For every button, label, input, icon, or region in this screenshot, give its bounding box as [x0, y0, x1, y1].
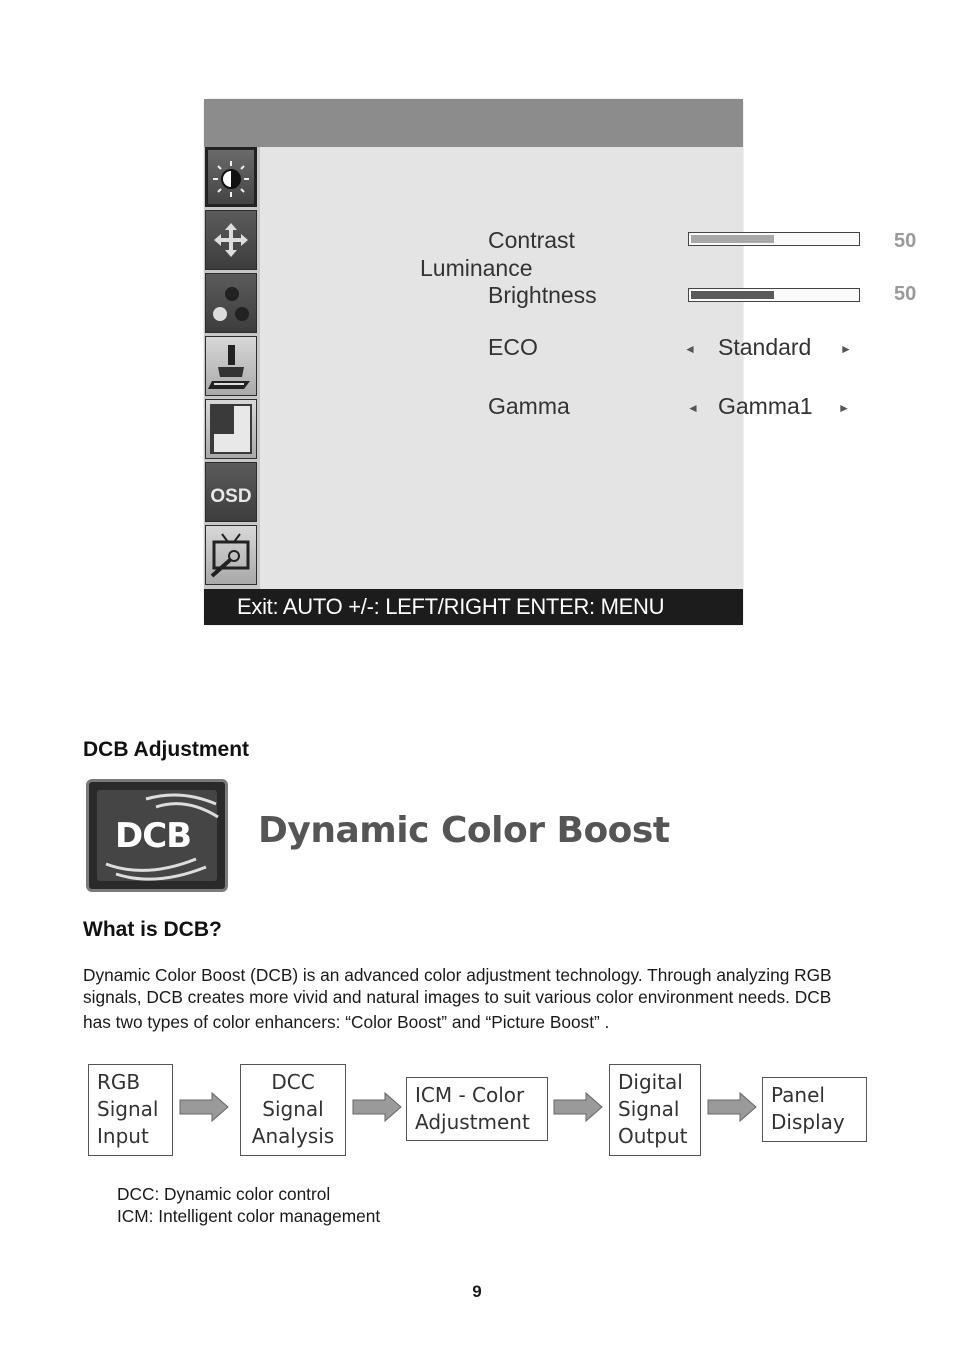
flow-box-line: Digital: [618, 1070, 683, 1094]
position-icon[interactable]: [205, 210, 257, 270]
osd-icon-text: OSD: [210, 486, 252, 507]
section-heading-dcb-adjustment: DCB Adjustment: [83, 738, 250, 761]
gamma-right-arrow-icon[interactable]: ►: [838, 401, 850, 415]
osd-text-icon[interactable]: [205, 462, 257, 522]
note-dcc: DCC: Dynamic color control: [117, 1184, 331, 1204]
brightness-slider[interactable]: [688, 288, 860, 302]
flow-box-rgb-signal-input: [88, 1064, 173, 1156]
eco-label: ECO: [488, 334, 538, 360]
flow-box-dcc-signal-analysis: [240, 1064, 346, 1156]
flow-box-line: Signal: [262, 1097, 324, 1121]
flow-box-line: Display: [771, 1110, 845, 1134]
flow-arrow-icon: [178, 1092, 230, 1122]
osd-title: Luminance: [420, 255, 533, 281]
paragraph-line: signals, DCB creates more vivid and natural images to suit various color environment needs. DCB: [83, 987, 832, 1007]
flow-box-line: Analysis: [251, 1124, 335, 1148]
flow-arrow-icon: [351, 1092, 403, 1122]
contrast-label: Contrast: [488, 227, 575, 253]
osd-footer: [204, 589, 743, 625]
flow-box-icm-color-adjustment: [406, 1077, 548, 1141]
flow-box-line: Signal: [97, 1097, 159, 1121]
flow-box-line: DCC: [271, 1070, 315, 1094]
flow-box-line: RGB: [97, 1070, 141, 1094]
extra-icon[interactable]: [205, 525, 257, 585]
flow-box-line: Input: [97, 1124, 149, 1148]
dynamic-color-boost-title: Dynamic Color Boost: [258, 810, 670, 851]
gamma-left-arrow-icon[interactable]: ◄: [687, 401, 699, 415]
flow-box-line: ICM - Color: [415, 1083, 525, 1107]
color-dots-icon[interactable]: [205, 273, 257, 333]
flow-arrow-icon: [552, 1092, 604, 1122]
dcb-logo: [86, 779, 228, 892]
page-number: 9: [472, 1282, 482, 1301]
flow-box-line: Adjustment: [415, 1110, 530, 1134]
osd-header-bar: [204, 99, 743, 147]
brightness-slider-fill: [691, 291, 774, 299]
flow-box-digital-signal-output: [609, 1064, 701, 1156]
flow-box-line: Output: [618, 1124, 688, 1148]
flow-arrow-icon: [706, 1092, 758, 1122]
contrast-slider[interactable]: [688, 232, 860, 246]
flow-box-panel-display: [762, 1077, 867, 1142]
osd-sidebar: [204, 147, 260, 589]
flow-box-line: Panel: [771, 1083, 825, 1107]
brightness-label: Brightness: [488, 282, 597, 308]
contrast-slider-fill: [691, 235, 774, 243]
eco-right-arrow-icon[interactable]: ►: [840, 342, 852, 356]
paragraph-line: has two types of color enhancers: “Color Boost” and “Picture Boost” .: [83, 1012, 610, 1032]
osd-menu: [204, 99, 917, 625]
brightness-value: 50: [894, 283, 917, 305]
note-icm: ICM: Intelligent color management: [117, 1206, 381, 1226]
flow-box-line: Signal: [618, 1097, 680, 1121]
gamma-value: Gamma1: [718, 393, 813, 419]
osd-footer-text: Exit: AUTO +/-: LEFT/RIGHT ENTER: MENU: [237, 594, 665, 619]
dcb-description: [83, 964, 883, 1033]
gamma-label: Gamma: [488, 393, 570, 419]
dcb-logo-text: DCB: [115, 816, 192, 856]
eco-left-arrow-icon[interactable]: ◄: [684, 342, 696, 356]
section-heading-what-is-dcb: What is DCB?: [83, 918, 222, 941]
brightness-icon[interactable]: [205, 147, 257, 207]
brush-icon[interactable]: [205, 336, 257, 396]
eco-value: Standard: [718, 334, 812, 360]
contrast-value: 50: [894, 230, 917, 252]
paragraph-line: Dynamic Color Boost (DCB) is an advanced color adjustment technology. Through analyzing RGB: [83, 965, 832, 985]
picture-boost-icon[interactable]: [205, 399, 257, 459]
